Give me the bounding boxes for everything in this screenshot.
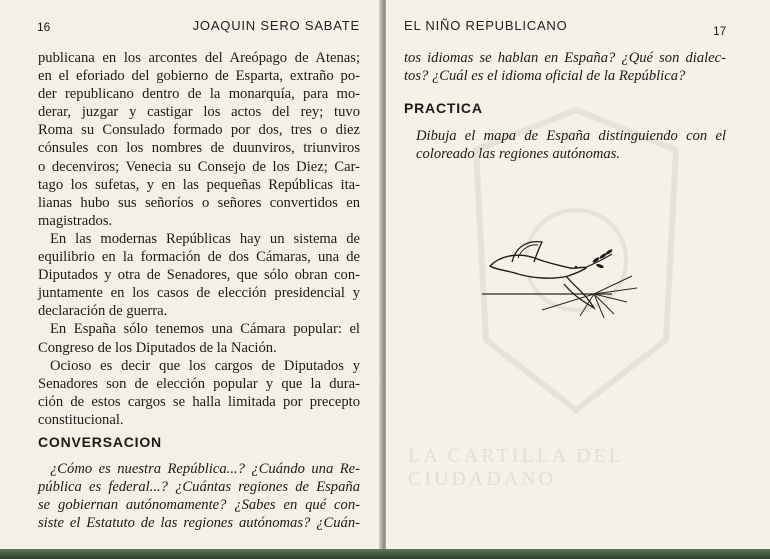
text-line: siste el Estatuto de las regiones autónomas? ¿Cuán- bbox=[38, 515, 360, 532]
text-line: ción de estos cargos se halla limitada por precepto bbox=[38, 393, 360, 410]
right-page bbox=[386, 0, 770, 552]
bleed-through-text: LA CARTILLA DEL CIUDADANO bbox=[408, 445, 624, 490]
cover-edge bbox=[0, 549, 770, 559]
left-body-text bbox=[38, 49, 360, 429]
text-line: der republicano dentro de la monarquía, para mo- bbox=[38, 86, 360, 103]
text-line: Ocioso es decir que los cargos de Diputados y bbox=[50, 357, 360, 374]
left-page bbox=[0, 0, 382, 552]
text-line: tos idiomas se hablan en España? ¿Qué son dialec- bbox=[404, 50, 726, 66]
paragraph bbox=[38, 49, 360, 230]
text-line: o decenviros; Venecia su Consejo de los Diez; Car- bbox=[38, 158, 360, 175]
text-line: En España sólo tenemos una Cámara popular: el bbox=[50, 321, 360, 338]
text-line: juntamente en los casos de elección presidencial y bbox=[38, 285, 360, 302]
text-line: Dibuja el mapa de España distinguiendo con el bbox=[416, 128, 726, 144]
left-page-number: 16 bbox=[37, 20, 51, 34]
paragraph bbox=[38, 230, 360, 320]
text-line: coloreado las regiones autónomas. bbox=[416, 146, 621, 163]
text-line: publicana en los arcontes del Areópago de Atenas; bbox=[38, 50, 360, 66]
right-running-head: EL NIÑO REPUBLICANO bbox=[404, 18, 568, 33]
text-line: declaración de guerra. bbox=[38, 303, 168, 320]
text-line: tago los sufetas, y en las pequeñas Repúblicas ita- bbox=[38, 176, 360, 193]
text-line: constitucional. bbox=[38, 411, 124, 428]
left-running-head: JOAQUIN SERO SABATE bbox=[192, 18, 360, 33]
text-line: se gobiernan autónomamente? ¿Sabes en qué con- bbox=[38, 497, 360, 514]
text-line: Diputados y otra de Senadores, que sólo obran con- bbox=[38, 267, 360, 284]
paragraph bbox=[38, 320, 360, 356]
text-line: En las modernas Repúblicas hay un sistema de bbox=[50, 230, 360, 247]
continuation-text bbox=[404, 49, 726, 85]
text-line: en el eforiado del gobierno de Esparta, extraño po- bbox=[38, 68, 360, 85]
practice-text bbox=[416, 127, 726, 163]
text-line: Senadores son de elección popular y que la dura- bbox=[38, 375, 360, 392]
practica-heading: PRACTICA bbox=[404, 100, 483, 116]
text-line: lianas hubo sus señoríos o señores convertidos en bbox=[38, 194, 360, 211]
text-line: Congreso de los Diputados de la Nación. bbox=[38, 339, 277, 356]
dove-with-olive-branch-icon bbox=[482, 236, 642, 326]
text-line: derar, juzgar y castigar los actos del rey; tuvo bbox=[38, 104, 360, 121]
text-line: pública es federal...? ¿Cuántas regiones de España bbox=[38, 479, 360, 496]
conversation-text bbox=[38, 460, 360, 532]
right-page-number: 17 bbox=[713, 24, 727, 38]
text-line: ¿Cómo es nuestra República...? ¿Cuándo una Re- bbox=[50, 461, 360, 477]
conversacion-heading: CONVERSACION bbox=[38, 434, 162, 450]
text-line: cónsules con los nombres de duunviros, triunviros bbox=[38, 140, 360, 157]
text-line: equilibrio en la formación de dos Cámaras, una de bbox=[38, 249, 360, 266]
text-line: tos? ¿Cuál es el idioma oficial de la República? bbox=[404, 68, 686, 85]
text-line: Roma su Consulado formado por dos, tres o diez bbox=[38, 122, 360, 139]
text-line: magistrados. bbox=[38, 212, 113, 229]
paragraph bbox=[38, 357, 360, 429]
